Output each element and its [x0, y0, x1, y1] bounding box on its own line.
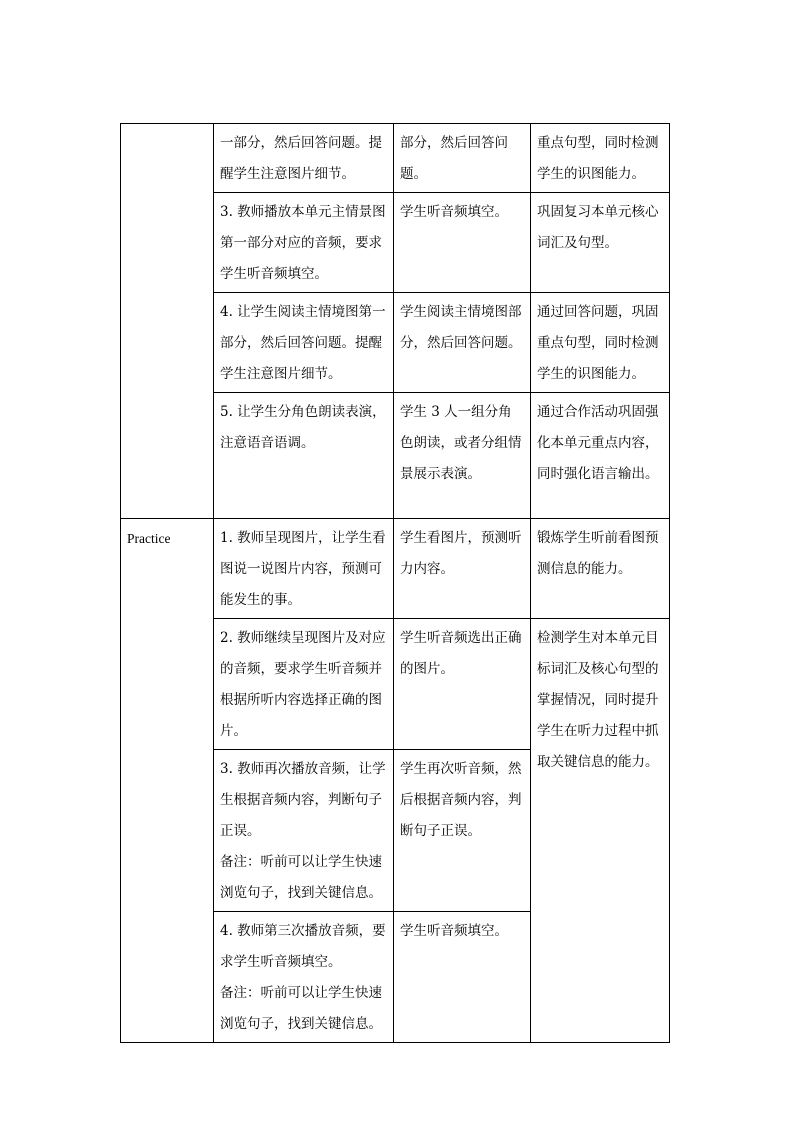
- purpose-cell: 巩固复习本单元核心词汇及句型。: [531, 193, 670, 293]
- teacher-activity-cell: [214, 750, 394, 912]
- teacher-activity-text: 3. 教师再次播放音频，让学生根据音频内容，判断句子正误。: [220, 761, 386, 839]
- teacher-activity-cell: [214, 293, 394, 393]
- teacher-activity-cell: [214, 193, 394, 293]
- teacher-activity-text: 4. 让学生阅读主情境图第一部分，然后回答问题。提醒学生注意图片细节。: [220, 304, 386, 382]
- purpose-cell: 检测学生对本单元目标词汇及核心句型的掌握情况，同时提升学生在听力过程中抓取关键信息的能力。: [531, 619, 670, 1043]
- teacher-activity-text: 1. 教师呈现图片，让学生看图说一说图片内容，预测可能发生的事。: [220, 530, 386, 608]
- student-activity-cell: 学生阅读主情境图部分，然后回答问题。: [394, 293, 531, 393]
- teacher-activity-note: 备注：听前可以让学生快速浏览句子，找到关键信息。: [220, 985, 382, 1032]
- student-activity-cell: 学生再次听音频，然后根据音频内容，判断句子正误。: [394, 750, 531, 912]
- teacher-activity-text: 2. 教师继续呈现图片及对应的音频，要求学生听音频并根据所听内容选择正确的图片。: [220, 630, 386, 739]
- teacher-activity-cell: [214, 393, 394, 519]
- student-activity-cell: 学生 3 人一组分角色朗读，或者分组情景展示表演。: [394, 393, 531, 519]
- teacher-activity-note: 备注：听前可以让学生快速浏览句子，找到关键信息。: [220, 854, 382, 901]
- student-activity-cell: 学生听音频填空。: [394, 193, 531, 293]
- teacher-activity-text: 4. 教师第三次播放音频，要求学生听音频填空。: [220, 923, 386, 970]
- lesson-plan-table: [120, 123, 670, 1043]
- purpose-cell: 通过回答问题，巩固重点句型，同时检测学生的识图能力。: [531, 293, 670, 393]
- student-activity-cell: 部分，然后回答问题。: [394, 124, 531, 193]
- table-row: [121, 519, 670, 619]
- table-row: [121, 124, 670, 193]
- teacher-activity-cell: [214, 912, 394, 1043]
- purpose-cell: 重点句型，同时检测学生的识图能力。: [531, 124, 670, 193]
- stage-cell: [121, 124, 214, 519]
- teacher-activity-text: 5. 让学生分角色朗读表演，注意语音语调。: [220, 404, 386, 451]
- stage-cell-practice: Practice: [121, 519, 214, 1043]
- teacher-activity-cell: [214, 124, 394, 193]
- teacher-activity-text: 一部分，然后回答问题。提醒学生注意图片细节。: [220, 135, 382, 182]
- student-activity-cell: 学生看图片，预测听力内容。: [394, 519, 531, 619]
- purpose-cell: 通过合作活动巩固强化本单元重点内容，同时强化语言输出。: [531, 393, 670, 519]
- student-activity-cell: 学生听音频选出正确的图片。: [394, 619, 531, 750]
- teacher-activity-cell: [214, 519, 394, 619]
- teacher-activity-text: 3. 教师播放本单元主情景图第一部分对应的音频，要求学生听音频填空。: [220, 204, 386, 282]
- teacher-activity-cell: [214, 619, 394, 750]
- student-activity-cell: 学生听音频填空。: [394, 912, 531, 1043]
- purpose-cell: 锻炼学生听前看图预测信息的能力。: [531, 519, 670, 619]
